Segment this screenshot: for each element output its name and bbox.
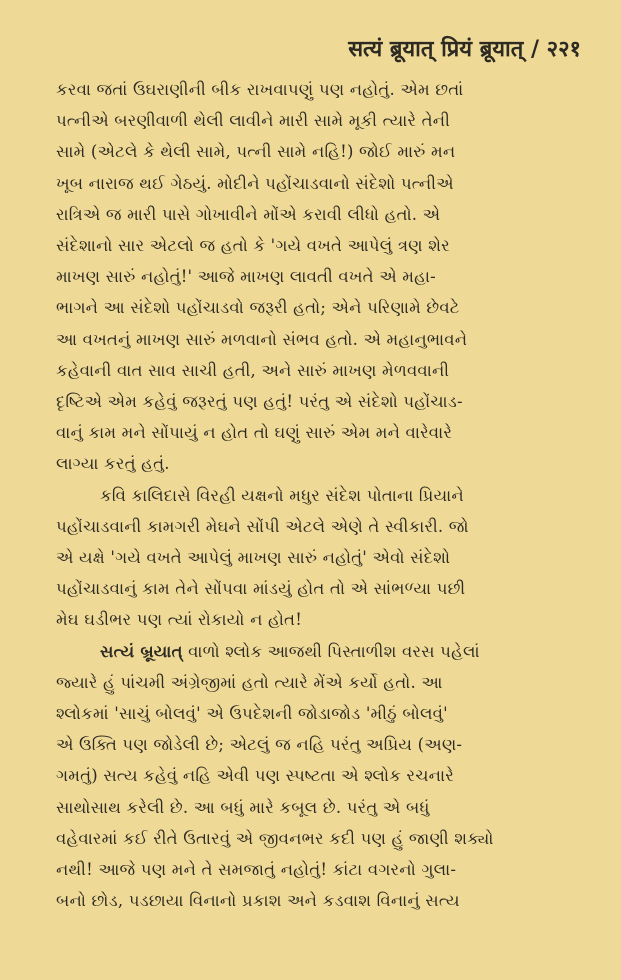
text-line: કરવા જતાં ઉઘરાણીની બીક રાખવાપણું પણ નહોતું. એમ છતાં (56, 80, 464, 99)
text-line: નથી! આજે પણ મને તે સમજાતું નહોતું! કાંટા વગરનો ગુલા- (56, 860, 457, 880)
text-line: માખણ સારું નહોતું!' આજે માખણ લાવતી વખતે એ મહા- (56, 267, 436, 287)
text-line: કહેવાની વાત સાવ સાચી હતી, અને સારું માખણ મેળવવાની (56, 360, 450, 380)
text-line: આ વખતનું માખણ સારું મળવાનો સંભવ હતો. એ મહાનુભાવને (56, 329, 468, 349)
text-line: કવિ કાલિદાસે વિરહી યક્ષનો મધુર સંદેશ પોતાના પ્રિયાને (100, 485, 464, 505)
text-line: પહોંચાડવાનું કામ તેને સોંપવા માંડયું હોત તો એ સાંભળ્યા પછી (56, 579, 466, 599)
text-line-rest: વાળો શ્લોક આજથી પિસ્તાળીશ વરસ પહેલાં (182, 641, 480, 661)
running-head (56, 34, 581, 64)
text-line-with-lead (56, 636, 581, 667)
text-line: ભાગને આ સંદેશો પહોંચાડવો જરૂરી હતો; એને પરિણામે છેવટે (56, 298, 460, 318)
text-line: મેઘ ઘડીભર પણ ત્યાં રોકાયો ન હોત! (56, 610, 303, 630)
text-line: ગમતું) સત્ય કહેવું નહિ એવી પણ સ્પષ્ટતા એ શ્લોક રચનારે (56, 766, 454, 786)
text-line: વહેવારમાં કઈ રીતે ઉતારવું એ જીવનભર કદી પણ હું જાણી શક્યો (56, 828, 494, 848)
paragraph-1 (56, 74, 581, 480)
text-line: પત્નીએ બરણીવાળી થેલી લાવીને મારી સામે મૂકી ત્યારે તેની (56, 111, 450, 131)
running-head-separator: / (530, 36, 539, 62)
text-line: લાગ્યા કરતું હતું. (56, 454, 170, 474)
text-line: શ્લોકમાં 'સાચું બોલવું' એ ઉપદેશની જોડાજોડ 'મીઠું બોલવું' (56, 704, 448, 724)
paragraph-3 (56, 636, 581, 917)
paragraph-2 (56, 480, 581, 636)
quoted-phrase: સત્યં બ્રૂયાત્ (100, 641, 183, 661)
text-line: બનો છોડ, પડછાયા વિનાનો પ્રકાશ અને કડવાશ વિનાનું સત્ય (56, 891, 460, 911)
text-line: એ ઉક્તિ પણ જોડેલી છે; એટલું જ નહિ પરંતુ અપ્રિય (અણ- (56, 735, 463, 755)
text-line: જ્યારે હું પાંચમી અંગ્રેજીમાં હતો ત્યારે મેંએ કર્યો હતો. આ (56, 672, 443, 692)
text-line: પહોંચાડવાની કામગરી મેઘને સોંપી એટલે એણે તે સ્વીકારી. જો (56, 516, 469, 536)
page-number: २२१ (546, 36, 581, 62)
text-line: દૃષ્ટિએ એમ કહેવું જરૂરતું પણ હતું! પરંતુ એ સંદેશો પહોંચાડ- (56, 392, 463, 412)
text-line: સામે (એટલે કે થેલી સામે, પત્ની સામે નહિ!) જોઈ મારું મન (56, 142, 456, 162)
text-line: ખૂબ નારાજ થઈ ગેઠયું. મોદીને પહોંચાડવાનો સંદેશો પત્નીએ (56, 173, 454, 193)
text-line: રાત્રિએ જ મારી પાસે ગોખાવીને મોંએ કરાવી લીધો હતો. એ (56, 204, 441, 224)
running-head-title: सत्यं ब्रूयात् प्रियं ब्रूयात् (348, 36, 524, 62)
text-line: સંદેશાનો સાર એટલો જ હતો કે 'ગયે વખતે આપેલું ત્રણ શેર (56, 236, 450, 256)
text-line: સાથોસાથ કરેલી છે. આ બધું મારે કબૂલ છે. પરંતુ એ બધું (56, 797, 430, 817)
text-line: એ યક્ષે 'ગયે વખતે આપેલું માખણ સારું નહોતું' એવો સંદેશો (56, 548, 451, 568)
text-line: વાનું કામ મને સોંપાયું ન હોત તો ઘણું સારું એમ મને વારેવારે (56, 423, 453, 443)
